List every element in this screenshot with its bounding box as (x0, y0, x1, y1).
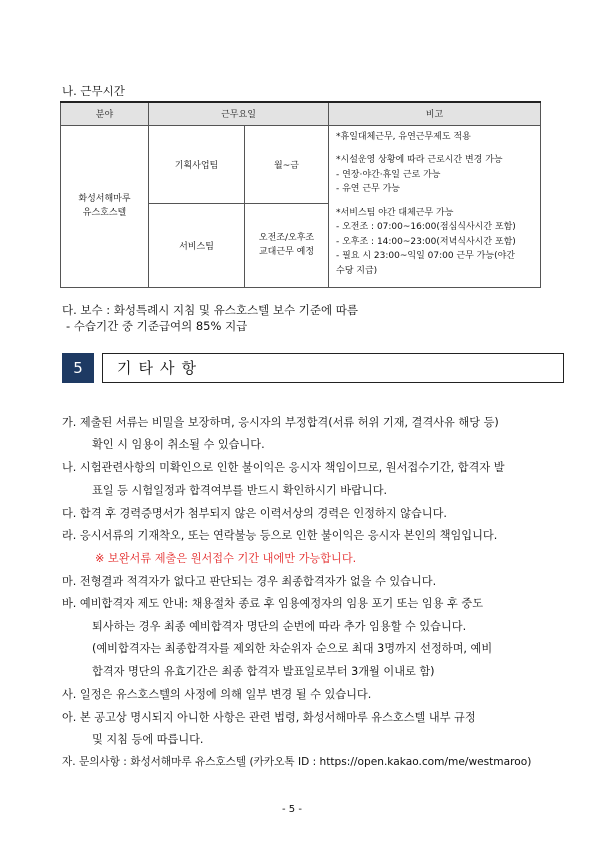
item-ra: 라. 응시서류의 기재착오, 또는 연락불능 등으로 인한 불이익은 응시자 본인의 책임입니다. (62, 529, 498, 542)
remarks-line: - 유연 근무 가능 (336, 184, 400, 194)
item-a: 아. 본 공고상 명시되지 아니한 사항은 관련 법령, 화성서해마루 유스호스텔 내부 규정 (62, 711, 476, 724)
item-ba: 바. 예비합격자 제도 안내: 채용절차 종료 후 임용예정자의 임용 포기 또는 임용 후 중도 (62, 597, 483, 610)
pay-line: 다. 보수 : 화성특례시 지침 및 유스호스텔 보수 기준에 따름 (62, 303, 358, 317)
col-header-remarks: 비고 (329, 102, 541, 125)
team-cell: 기획사업팀 (149, 125, 245, 203)
item-ba-cont: 퇴사하는 경우 최종 예비합격자 명단의 순번에 따라 추가 임용할 수 있습니다. (92, 620, 467, 633)
days-cell: 월~금 (245, 125, 329, 203)
item-ja-contact: 자. 문의사항 : 화성서해마루 유스호스텔 (카카오톡 ID : https://open.kakao.com/me/westmaroo) (62, 756, 532, 768)
table-row (61, 125, 541, 203)
item-ga: 가. 제출된 서류는 비밀을 보장하며, 응시자의 부정합격(서류 허위 기재, 결격사유 해당 등) (62, 416, 499, 429)
remarks-line: 수당 지급) (336, 265, 378, 276)
remarks-line: *휴일대체근무, 유연근무제도 적용 (336, 131, 471, 142)
remarks-line: - 오후조 : 14:00~23:00(저녁식사시간 포함) (336, 236, 516, 247)
item-sa: 사. 일정은 유스호스텔의 사정에 의해 일부 변경 될 수 있습니다. (62, 688, 372, 701)
col-header-workdays: 근무요일 (149, 102, 329, 125)
pay-probation-line: - 수습기간 중 기준급여의 85% 지급 (66, 319, 248, 333)
item-ma: 마. 전형결과 적격자가 없다고 판단되는 경우 최종합격자가 없을 수 있습니다. (62, 575, 437, 588)
item-a-cont: 및 지침 등에 따릅니다. (92, 733, 204, 746)
item-da: 다. 합격 후 경력증명서가 첨부되지 않은 이력서상의 경력은 인정하지 않습니다. (62, 507, 447, 520)
days-cell: 오전조/오후조 교대근무 예정 (245, 203, 329, 287)
work-hours-heading: 나. 근무시간 (62, 84, 125, 98)
remarks-line: - 오전조 : 07:00~16:00(점심식사시간 포함) (336, 222, 516, 232)
remarks-line: *서비스팀 야간 대체근무 가능 (336, 207, 454, 218)
remarks-group (336, 206, 536, 279)
remarks-group (336, 153, 536, 197)
item-ra-notice: ※ 보완서류 제출은 원서접수 기간 내에만 가능합니다. (95, 552, 357, 565)
remarks-cell (329, 125, 541, 287)
table-header-row (61, 102, 541, 125)
work-hours-table (60, 101, 541, 288)
page-number: - 5 - (282, 804, 302, 815)
item-ba-note-cont: 합격자 명단의 유효기간은 최종 합격자 발표일로부터 3개월 이내로 함) (92, 665, 435, 678)
remarks-line: - 필요 시 23:00~익일 07:00 근무 가능(야간 (336, 251, 515, 261)
facility-cell: 화성서해마루 유스호스텔 (61, 125, 149, 287)
section-title: 기타사항 (102, 353, 564, 383)
section-number-badge: 5 (62, 353, 94, 383)
remarks-line: - 연장·야간·휴일 근로 가능 (336, 169, 441, 180)
remarks-line: *시설운영 상황에 따라 근로시간 변경 가능 (336, 155, 503, 165)
col-header-field: 분야 (61, 102, 149, 125)
item-na: 나. 시험관련사항의 미확인으로 인한 불이익은 응시자 책임이므로, 원서접수기간, 합격자 발 (62, 461, 505, 474)
remarks-group (336, 130, 536, 145)
item-ba-note: (예비합격자는 최종합격자를 제외한 차순위자 순으로 최대 3명까지 선정하며, 예비 (92, 642, 493, 655)
section-header (62, 353, 550, 383)
item-na-cont: 표일 등 시험일정과 합격여부를 반드시 확인하시기 바랍니다. (92, 484, 388, 497)
item-ga-cont: 확인 시 임용이 취소될 수 있습니다. (92, 438, 265, 451)
team-cell: 서비스팀 (149, 203, 245, 287)
